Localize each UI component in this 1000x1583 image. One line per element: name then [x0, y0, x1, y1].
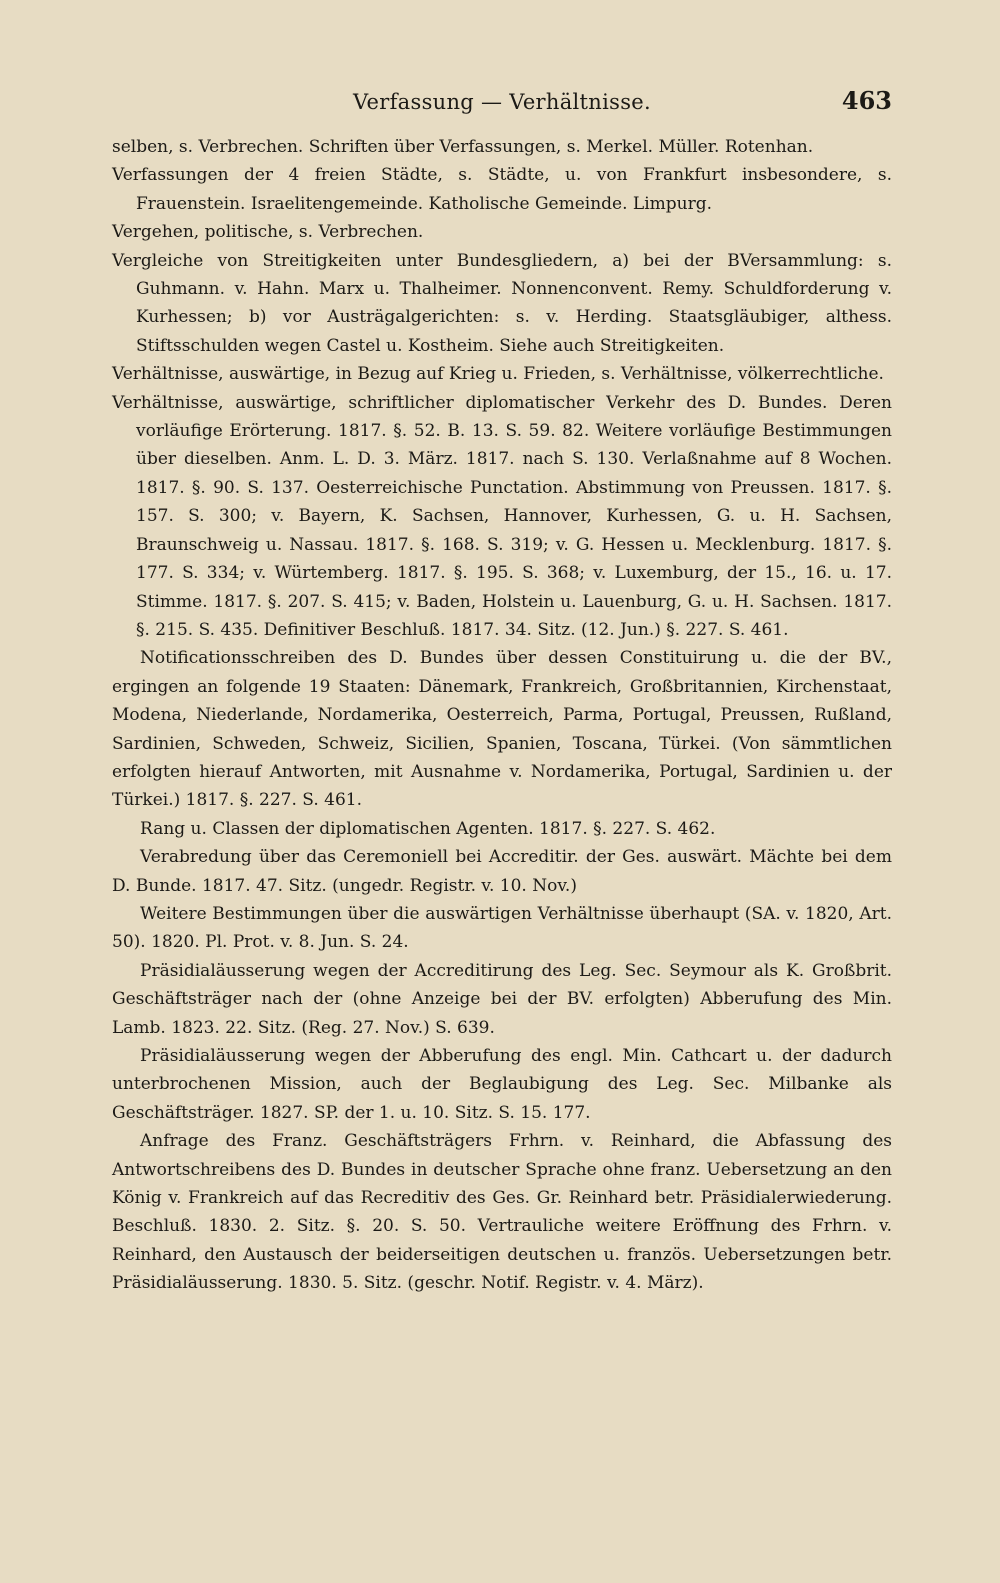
page-number: 463 [841, 86, 892, 115]
page-header [112, 86, 892, 126]
sub-paragraph: Präsidialäusserung wegen der Accreditirung des Leg. Sec. Seymour als K. Großbrit. Geschäftsträger nach der (ohne Anzeige bei der BV. erfolgten) Abberufung des Min. Lamb. 1823. 22. Sitz. (Reg. 27. Nov.) S. 639. [112, 960, 892, 1038]
page-body [112, 133, 892, 1298]
sub-paragraph: Rang u. Classen der diplomatischen Agenten. 1817. §. 227. S. 462. [140, 818, 716, 839]
entry-paragraph: Vergehen, politische, s. Verbrechen. [112, 222, 424, 243]
sub-paragraph: Notificationsschreiben des D. Bundes über dessen Constituirung u. die der BV., ergingen an folgende 19 Staaten: Dänemark, Frankreich, Großbritannien, Kirchenstaat, Modena, Niederlande, Nordamerika, Oesterreich, Parma, Portugal, Preussen, Rußland, Sardinien, Schweden, Schweiz, Sicilien, Spanien, Toscana, Türkei. (Von sämmtlichen erfolgten hierauf Antworten, mit Ausnahme v. Nordamerika, Portugal, Sardinien u. der Türkei.) 1817. §. 227. S. 461. [112, 648, 892, 811]
entry-paragraph: Vergleiche von Streitigkeiten unter Bundesgliedern, a) bei der BVersammlung: s. Guhmann. v. Hahn. Marx u. Thalheimer. Nonnenconvent. Remy. Schuldforderung v. Kurhessen; b) vor Austrägalgerichten: s. v. Herding. Staatsgläubiger, althess. Stiftsschulden wegen Castel u. Kostheim. Siehe auch Streitigkeiten. [112, 250, 892, 356]
running-title: Verfassung — Verhältnisse. [353, 90, 651, 114]
sub-paragraph: Präsidialäusserung wegen der Abberufung des engl. Min. Cathcart u. der dadurch unterbrochenen Mission, auch der Beglaubigung des Leg. Sec. Milbanke als Geschäftsträger. 1827. SP. der 1. u. 10. Sitz. S. 15. 177. [112, 1046, 892, 1123]
sub-paragraph: Verabredung über das Ceremoniell bei Accreditir. der Ges. auswärt. Mächte bei dem D. Bunde. 1817. 47. Sitz. (ungedr. Registr. v. 10. Nov.) [112, 847, 892, 896]
sub-paragraph: Weitere Bestimmungen über die auswärtigen Verhältnisse überhaupt (SA. v. 1820, Art. 50). 1820. Pl. Prot. v. 8. Jun. S. 24. [112, 903, 892, 953]
entry-paragraph: selben, s. Verbrechen. Schriften über Verfassungen, s. Merkel. Müller. Rotenhan. [112, 137, 814, 157]
entry-paragraph: Verhältnisse, auswärtige, schriftlicher diplomatischer Verkehr des D. Bundes. Deren vorläufige Erörterung. 1817. §. 52. B. 13. S. 59. 82. Weitere vorläufige Bestimmungen über dieselben. Anm. L. D. 3. März. 1817. nach S. 130. Verlaßnahme auf 8 Wochen. 1817. §. 90. S. 137. Oesterreichische Punctation. Abstimmung von Preussen. 1817. §. 157. S. 300; v. Bayern, K. Sachsen, Hannover, Kurhessen, G. u. H. Sachsen, Braunschweig u. Nassau. 1817. §. 168. S. 319; v. G. Hessen u. Mecklenburg. 1817. §. 177. S. 334; v. Würtemberg. 1817. §. 195. S. 368; v. Luxemburg, der 15., 16. u. 17. Stimme. 1817. §. 207. S. 415; v. Baden, Holstein u. Lauenburg, G. u. H. Sachsen. 1817. §. 215. S. 435. Definitiver Beschluß. 1817. 34. Sitz. (12. Jun.) §. 227. S. 461. [112, 392, 892, 640]
entry-paragraph: Verfassungen der 4 freien Städte, s. Städte, u. von Frankfurt insbesondere, s. Frauenstein. Israelitengemeinde. Katholische Gemeinde. Limpurg. [112, 165, 892, 214]
sub-paragraph: Anfrage des Franz. Geschäftsträgers Frhrn. v. Reinhard, die Abfassung des Antwortschreibens des D. Bundes in deutscher Sprache ohne franz. Uebersetzung an den König v. Frankreich auf das Recreditiv des Ges. Gr. Reinhard betr. Präsidialerwiederung. Beschluß. 1830. 2. Sitz. §. 20. S. 50. Vertrauliche weitere Eröffnung des Frhrn. v. Reinhard, den Austausch der beiderseitigen deutschen u. französ. Uebersetzungen betr. Präsidialäusserung. 1830. 5. Sitz. (geschr. Notif. Registr. v. 4. März). [112, 1131, 892, 1294]
entry-paragraph: Verhältnisse, auswärtige, in Bezug auf Krieg u. Frieden, s. Verhältnisse, völkerrechtliche. [112, 364, 884, 385]
